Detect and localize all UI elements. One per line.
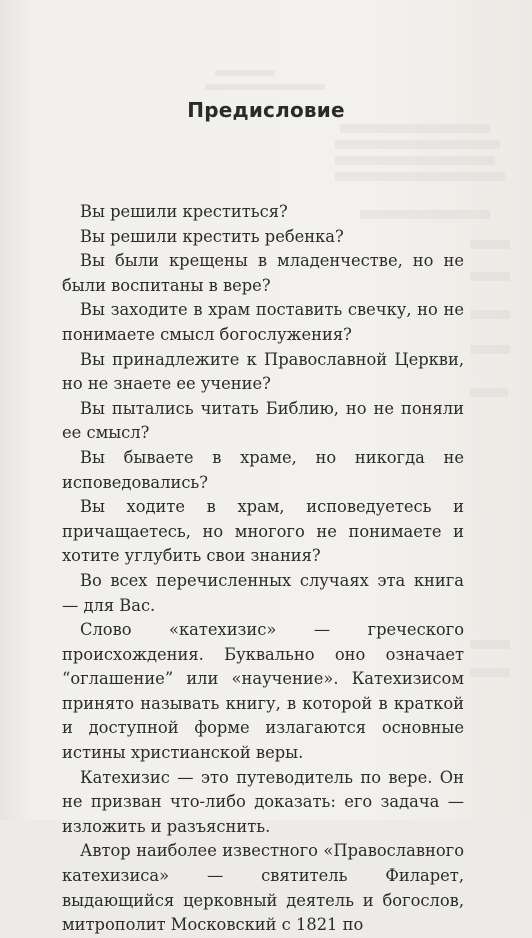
- paragraph: Вы ходите в храм, исповедуетесь и причащаетесь, но многого не понимаете и хотите углубить свои знания?: [62, 497, 464, 566]
- paragraph: Вы пытались читать Библию, но не поняли ее смысл?: [62, 398, 464, 443]
- paragraph: Вы решили креститься?: [80, 202, 288, 221]
- paragraph: Вы были крещены в младенчестве, но не были воспитаны в вере?: [62, 251, 464, 295]
- paragraph: Автор наиболее известного «Православного катехизиса» — святитель Филарет, выдающийся церковный деятель и богослов, митрополит Московский с 1821 по: [62, 841, 464, 935]
- body-text: [62, 200, 464, 938]
- paragraph: Вы бываете в храме, но никогда не исповедовались?: [62, 447, 464, 492]
- paragraph: Во всех перечисленных случаях эта книга — для Вас.: [62, 570, 464, 615]
- paragraph: Вы решили крестить ребенка?: [80, 226, 344, 246]
- paragraph: Вы заходите в храм поставить свечку, но не понимаете смысл богослужения?: [62, 300, 464, 344]
- paragraph: Вы принадлежите к Православной Церкви, но не знаете ее учение?: [62, 349, 464, 394]
- paragraph: Слово «катехизис» — греческого происхождения. Буквально оно означает “оглашение” или «научение». Катехизисом принято называть книгу, в которой в краткой и доступной форме излагаются основные истины христианской веры.: [62, 620, 464, 763]
- page-title: Предисловие: [187, 98, 345, 122]
- paragraph: Катехизис — это путеводитель по вере. Он не призван что-либо доказать: его задача — изложить и разъяснить.: [62, 767, 464, 836]
